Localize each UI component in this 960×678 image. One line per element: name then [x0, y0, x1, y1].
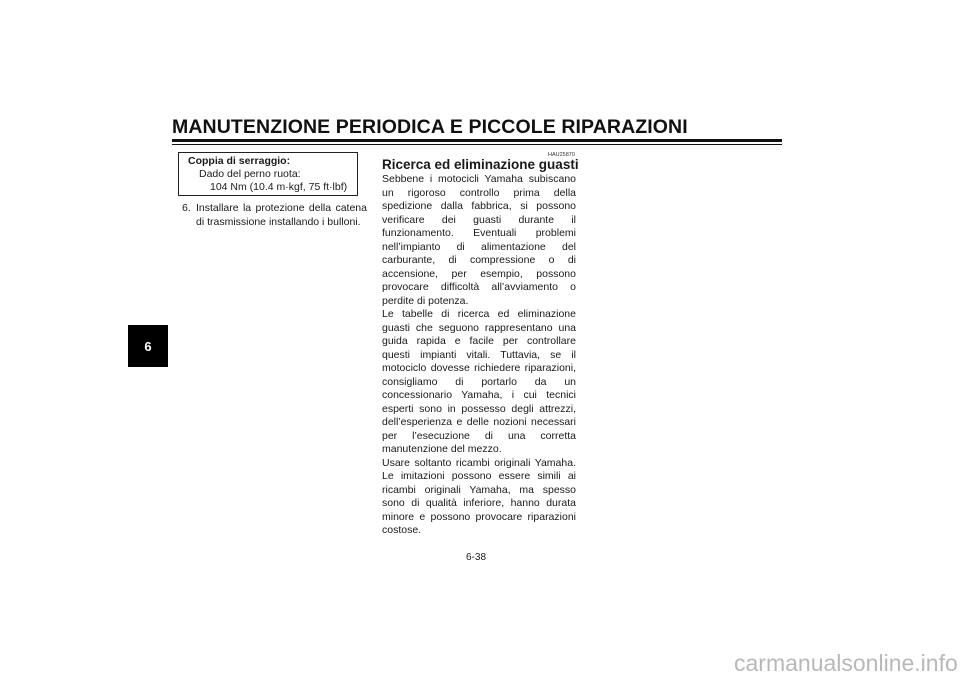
body-paragraph: Sebbene i motocicli Yamaha subiscano un rigoroso controllo prima della spedizione dalla fabbrica, si possono verificare dei guasti durante il funzionamento. Eventuali problemi nell’impianto di alimentazione del carburante, di compressione o di accensione, per esempio, possono provocare difficoltà all’avviamento o perdite di potenza.: [382, 173, 576, 307]
page-number: 6-38: [466, 552, 487, 563]
chapter-tab: 6: [128, 325, 168, 367]
header-rule-thin: [172, 144, 782, 145]
step-number: 6.: [182, 202, 191, 214]
torque-box-item: Dado del perno ruota:: [199, 168, 301, 180]
torque-box-value: 104 Nm (10.4 m·kgf, 75 ft·lbf): [210, 181, 348, 193]
instruction-step: [182, 202, 367, 229]
section-heading: Ricerca ed eliminazione guasti: [382, 157, 579, 172]
page-title: MANUTENZIONE PERIODICA E PICCOLE RIPARAZIONI: [172, 116, 688, 138]
section-body: [382, 173, 576, 538]
watermark: carmanualsonline.info: [734, 650, 958, 676]
torque-box-title: Coppia di serraggio:: [188, 155, 291, 167]
step-text: Installare la protezione della catena di trasmissione installando i bulloni.: [196, 202, 367, 228]
body-paragraph: Usare soltanto ricambi originali Yamaha. Le imitazioni possono essere simili ai ricambi originali Yamaha, ma spesso sono di qualità inferiore, hanno durata minore e possono provocare riparazioni costose.: [382, 456, 576, 536]
body-paragraph: Le tabelle di ricerca ed eliminazione guasti che seguono rappresentano una guida rapida e facile per controllare questi impianti vitali. Tuttavia, se il motociclo dovesse richiedere riparazioni, consigliamo di portarlo da un concessionario Yamaha, i cui tecnici esperti sono in possesso degli attrezzi, dell’esperienza e delle nozioni necessari per l’esecuzione di una corretta manutenzione del mezzo.: [382, 308, 576, 455]
header-rule-thick: [172, 139, 782, 142]
torque-spec-box: [178, 152, 358, 196]
section-code: HAU25870: [548, 152, 575, 158]
